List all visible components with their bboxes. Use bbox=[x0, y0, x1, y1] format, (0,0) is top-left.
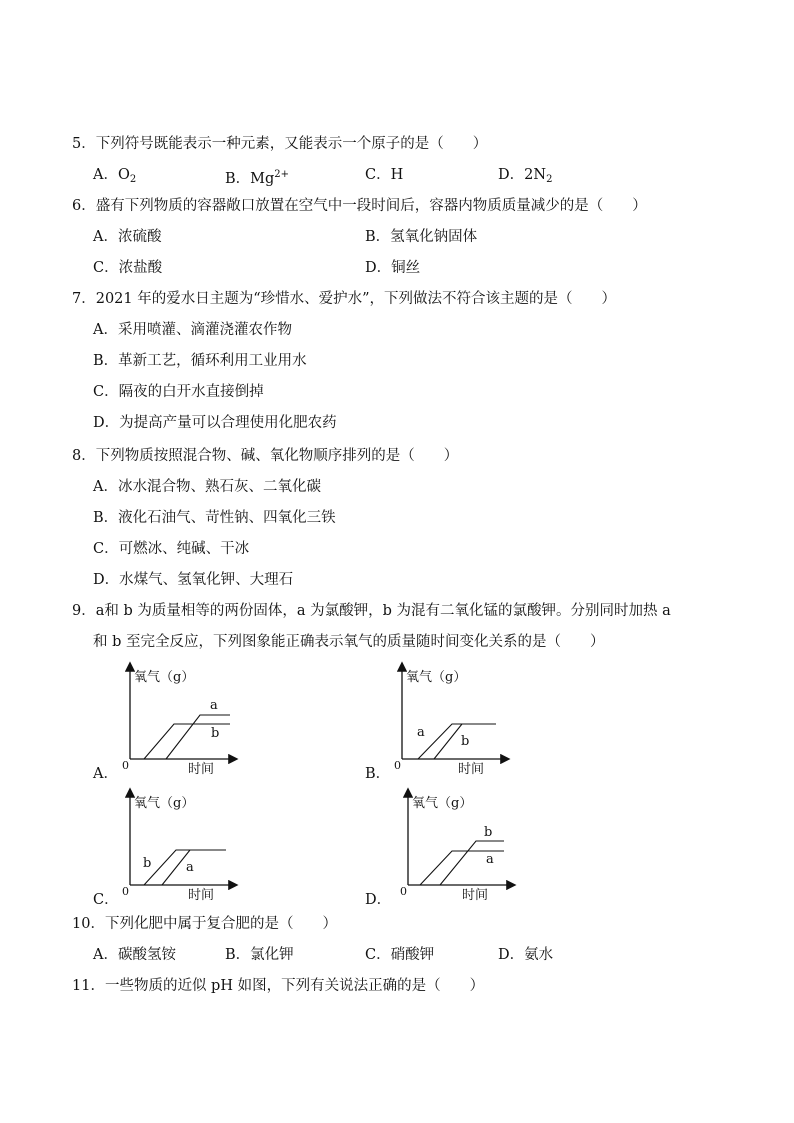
curve-a bbox=[418, 724, 496, 759]
q6-option-c: C．浓盐酸 bbox=[93, 260, 163, 276]
q7-option-b: B．革新工艺，循环利用工业用水 bbox=[93, 353, 307, 369]
series-label-lower: a bbox=[186, 860, 194, 875]
q5-option-c: C．H bbox=[365, 167, 404, 183]
q9-graph-a bbox=[118, 662, 238, 777]
origin-label: 0 bbox=[394, 759, 401, 772]
curve-b bbox=[144, 850, 226, 885]
q11-stem: 11．一些物质的近似 pH 如图，下列有关说法正确的是（ ） bbox=[72, 978, 485, 994]
q10-option-a: A．碳酸氢铵 bbox=[93, 947, 176, 963]
q9-graph-b bbox=[390, 662, 510, 777]
q9-stem-line2: 和 b 至完全反应，下列图象能正确表示氧气的质量随时间变化关系的是（ ） bbox=[93, 634, 605, 650]
x-label: 时间 bbox=[458, 762, 485, 777]
series-label-upper: a bbox=[210, 698, 218, 713]
q7-option-c: C．隔夜的白开水直接倒掉 bbox=[93, 384, 264, 400]
series-label-upper: b bbox=[143, 856, 152, 871]
q8-option-a: A．冰水混合物、熟石灰、二氧化碳 bbox=[93, 479, 321, 495]
q9-stem-line1: 9．a和 b 为质量相等的两份固体，a 为氯酸钾，b 为混有二氧化锰的氯酸钾。分别同时加热 a bbox=[72, 603, 671, 619]
q10-option-d: D．氨水 bbox=[498, 947, 554, 963]
origin-label: 0 bbox=[400, 885, 407, 898]
q5-option-d: D．$2N_2$ bbox=[498, 167, 553, 185]
q10-stem: 10．下列化肥中属于复合肥的是（ ） bbox=[72, 916, 337, 932]
series-label-lower: b bbox=[211, 726, 220, 741]
q8-option-d: D．水煤气、氢氧化钾、大理石 bbox=[93, 572, 294, 588]
q6-option-b: B．氢氧化钠固体 bbox=[365, 229, 478, 245]
y-label: 氧气（g） bbox=[406, 670, 467, 685]
series-label-lower: a bbox=[486, 852, 494, 867]
y-label: 氧气（g） bbox=[134, 670, 195, 685]
x-label: 时间 bbox=[188, 888, 215, 903]
q8-option-c: C．可燃冰、纯碱、干冰 bbox=[93, 541, 250, 557]
q10-option-c: C．硝酸钾 bbox=[365, 947, 435, 963]
q9-graph-c-letter: C． bbox=[93, 892, 119, 908]
q8-option-b: B．液化石油气、苛性钠、四氧化三铁 bbox=[93, 510, 336, 526]
q9-graph-c bbox=[118, 788, 238, 903]
q9-graph-a-letter: A． bbox=[93, 766, 118, 782]
q6-option-d: D．铜丝 bbox=[365, 260, 421, 276]
q5-option-b: B．$Mg^{2+}$ bbox=[225, 169, 290, 187]
curve-b bbox=[440, 841, 504, 885]
x-label: 时间 bbox=[188, 762, 215, 777]
q5-stem: 5．下列符号既能表示一种元素，又能表示一个原子的是（ ） bbox=[72, 136, 488, 152]
y-label: 氧气（g） bbox=[412, 796, 473, 811]
q6-option-a: A．浓硫酸 bbox=[93, 229, 162, 245]
q8-stem: 8．下列物质按照混合物、碱、氧化物顺序排列的是（ ） bbox=[72, 448, 459, 464]
q7-option-a: A．采用喷灌、滴灌浇灌农作物 bbox=[93, 322, 292, 338]
series-label-lower: b bbox=[461, 734, 470, 749]
curve-b bbox=[166, 715, 230, 759]
q10-option-b: B．氯化钾 bbox=[225, 947, 294, 963]
series-label-upper: b bbox=[484, 825, 493, 840]
q7-stem: 7．2021 年的爱水日主题为“珍惜水、爱护水”，下列做法不符合该主题的是（ ） bbox=[72, 291, 617, 307]
q9-graph-d bbox=[396, 788, 516, 903]
q9-graph-b-letter: B． bbox=[365, 766, 391, 782]
q9-graph-d-letter: D． bbox=[365, 892, 392, 908]
q7-option-d: D．为提高产量可以合理使用化肥农药 bbox=[93, 415, 337, 431]
curve-b bbox=[434, 724, 462, 759]
origin-label: 0 bbox=[122, 885, 129, 898]
q5-option-a: A．$O_2$ bbox=[93, 167, 137, 185]
x-label: 时间 bbox=[462, 888, 489, 903]
y-label: 氧气（g） bbox=[134, 796, 195, 811]
q6-stem: 6．盛有下列物质的容器敞口放置在空气中一段时间后，容器内物质质量减少的是（ ） bbox=[72, 198, 647, 214]
series-label-upper: a bbox=[417, 725, 425, 740]
origin-label: 0 bbox=[122, 759, 129, 772]
